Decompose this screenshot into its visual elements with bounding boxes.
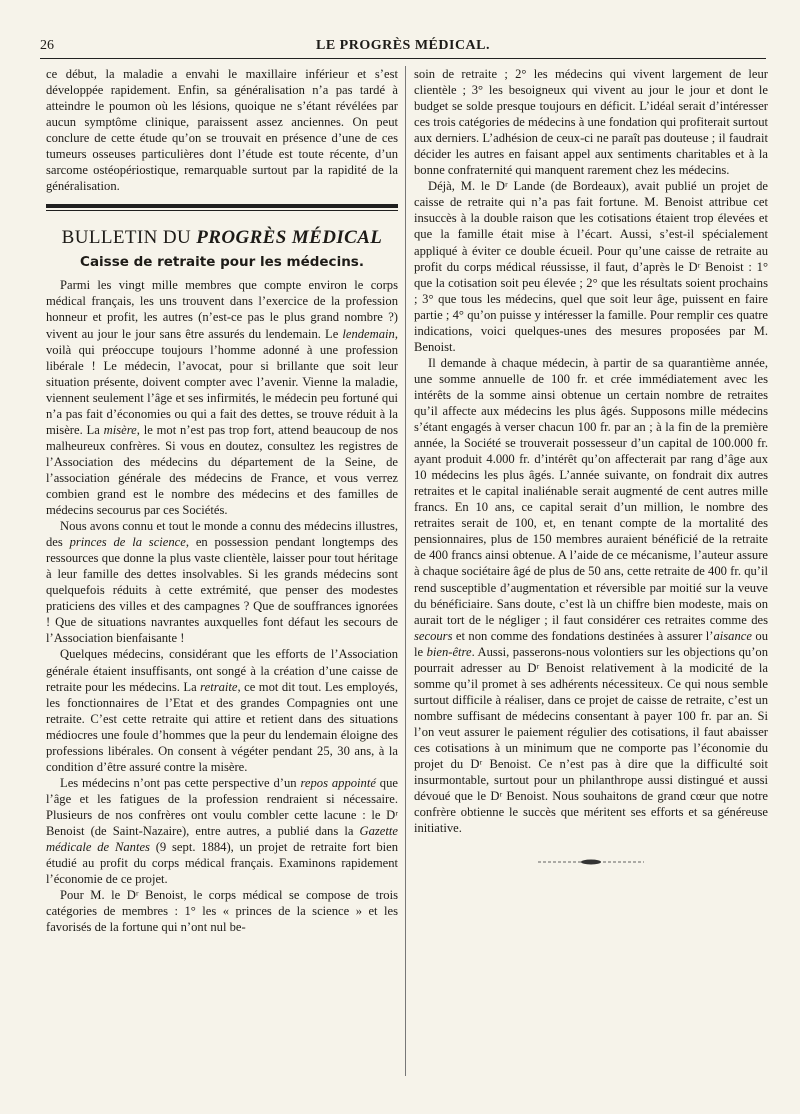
paragraph-continuation: soin de retraite ; 2° les médecins qui vivent largement de leur clientèle ; 3° les besoigneux qui vivent au jour le jour et dont le budget se solde presque toujours en déficit. L’idéal serait d’intéresser ces trois catégories de médecins à une fondation qui profiterait surtout aux derniers. L’adhésion de ceux-ci ne paraît pas douteuse ; il faudrait décider les autres en faisant appel aux sentiments charitables et à la bonne confraternité qui manquent rarement chez les médecins. — [414, 67, 768, 178]
text-run: . Aussi, passerons-nous volontiers sur les objections qu’on pourrait adresser au Dʳ Benoist relativement à la modicité de la somme qu’il promet à ses adhérents nécessiteux. Ce qui nous semble surtout difficile à réaliser, dans ce projet de caisse de retraite, c’est un nombre suffisant de médecins consentant à payer 100 fr. par an. Si l’on veut assurer le paiement régulier des cotisations, il faut abaisser ces cotisations à un minimum que ne comporte pas l’économie du projet du Dʳ Benoist. Ce n’est pas à dire que la difficulté soit insurmontable, surtout pour un philanthrope aussi distingué et aussi dévoué que le Dʳ Benoist. Nous souhaitons de grand cœur que notre confrère obtienne le succès que méritent ses efforts et sa généreuse initiative. — [414, 644, 768, 836]
paragraph-lendemain — [46, 277, 398, 518]
section-thick-rule — [46, 204, 398, 208]
italic-run: misère — [103, 422, 137, 437]
text-run: Il demande à chaque médecin, à partir de sa quarantième année, une somme annuelle de 100 fr. et crée immédiatement avec les intérêts de la somme ainsi obtenue un certain nombre de retraites qu’il affecte aux médecins les plus âgés. Supposons mille médecins s’étant engagés à verser chacun 100 fr. par an ; à la fin de la première année, la Société se trouverait possesseur d’un capital de 100.000 fr. ayant produit 4.000 fr. d’intérêt qu’on affecterait par rang d’âge aux 10 médecins les plus âgés. L’année suivante, on fondrait dix autres retraites et le capital inaliénable serait augmenté de cent autres mille francs. En 10 ans, ce capital serait d’un million, le nombre des retraites serait de 100, et, en tenant compte de la mortalité des pensionnaires, plus de 150 membres auraient bénéficié de la retraite de 400 francs ainsi obtenue. A l’aide de ce mécanisme, l’auteur assure à chaque sociétaire âgé de plus de 50 ans, cette retraite de 400 fr. qu’il rend susceptible d’augmentation et réversible par moitié sur la veuve du bénéficiaire. Sans doute, c’est là un chiffre bien modeste, mais on aurait tort de le négliger ; il faut considérer ces retraites comme des — [414, 355, 768, 627]
text-run: , voilà qui préoccupe toujours l’homme adonné à une profession libérale ! Le médecin, l’avocat, pour si brillante que soit leur situation présente, doivent compter avec l’avenir. Vienne la maladie, viennent seulement l’âge et ses infirmités, le médecin peu fortuné qui n’a pas fait d’économies ou qui a fait des dettes, se trouve réduit à la misère. La — [46, 326, 398, 437]
paragraph-retraite — [46, 646, 398, 774]
italic-run: aisance — [713, 628, 752, 643]
right-column — [414, 66, 768, 869]
column-divider — [405, 66, 406, 1076]
page-header — [40, 38, 766, 58]
italic-run: repos appointé — [300, 775, 376, 790]
paragraph-medecins-illustres — [46, 518, 398, 646]
intro-paragraph: ce début, la maladie a envahi le maxillaire inférieur et s’est développée rapidement. Enfin, sa généralisation n’a pas tardé à atteindre le poumon où les lésions, quoique ne s’étant révélées par aucun symptôme clinique, paraissent assez anciennes. On peut conclure de cette étude qu’on se trouvait en présence d’une de ces tumeurs osseuses particulières dont l’étude est toute récente, d’un sarcome ostéopériostique, remarquable surtout par la rapidité de la généralisation. — [46, 67, 398, 194]
paragraph-categories: Pour M. le Dʳ Benoist, le corps médical se compose de trois catégories de membres : 1° les « princes de la science » et les favorisés de la fortune qui n’ont nul be- — [46, 888, 398, 935]
bulletin-title — [46, 227, 398, 249]
section-thin-rule — [46, 210, 398, 211]
section-subtitle: Caisse de retraite pour les médecins. — [80, 254, 364, 271]
text-run: Parmi les vingt mille membres que compte environ le corps médical français, les uns trouvent dans l’exercice de la profession honneur et profit, les autres (n’est-ce pas le plus grand nombre ?) vivent au jour le jour sans être assurés du lendemain. Le — [46, 278, 398, 341]
bulletin-title-italic: PROGRÈS MÉDICAL — [196, 227, 383, 249]
text-run: Quelques médecins, considérant que les efforts de l’Association générale étaient insuffisants, ont songé à la création d’une caisse de retraite pour les médecins. La — [46, 647, 398, 694]
left-column — [46, 66, 398, 935]
text-run: ou le — [414, 628, 768, 659]
paragraph-lande: Déjà, M. le Dʳ Lande (de Bordeaux), avait publié un projet de caisse de retraite qui n’a pas fait fortune. M. Benoist attribue cet insuccès à la double raison que les cotisations étaient trop élevées et que la famille était mise à l’écart. Aussi, s’est-il spécialement appliqué à éviter ce double écueil. Pour qu’une caisse de retraite au profit du corps médical réussisse, il faut, d’après le Dʳ Benoist : 1° que la cotisation soit peu élevée ; 2° que les résultats soient prochains ; 3° que tous les médecins, quel que soit leur âge, puissent en faire partie ; 4° qu’on puisse y intéresser la famille. Pour remplir ces quatre indications, voici quelques-unes des mesures proposées par M. Benoist. — [414, 179, 768, 354]
text-run: Les médecins n’ont pas cette perspective d’un — [60, 775, 301, 790]
end-ornament — [536, 858, 646, 869]
italic-run: bien-être — [426, 644, 472, 659]
text-run: , ce mot dit tout. Les employés, les fonctionnaires de l’Etat et des grandes Compagnies ont une retraite. C’est cette retraite qui attire et retient dans des situations médiocres une foule d’hommes que la peur du lendemain éloigne des professions libérales. On consent à végéter pendant 25, 30 ans, à la condition d’être assuré contre la misère. — [46, 679, 398, 774]
paragraph-repos-appointe — [46, 775, 398, 887]
italic-run: Gazette médicale de Nantes — [46, 823, 398, 855]
italic-run: princes de la science — [69, 535, 186, 550]
text-run: Nous avons connu et tout le monde a connu des médecins illustres, des — [46, 519, 398, 550]
text-run: (9 sept. 1884), un projet de retraite fort bien étudié au profit du corps médical français. Examinons rapidement l’économie de ce projet. — [46, 840, 398, 887]
bulletin-title-start: BULLETIN DU — [61, 227, 197, 249]
text-run: et non comme des fondations destinées à assurer l’ — [452, 628, 714, 643]
text-run: , le mot n’est pas trop fort, attend beaucoup de nos malheureux confrères. Si vous en doutez, consultez les registres de l’Association des médecins du département de la Seine, de l’association générale des médecins de France, et vous verrez combien grand est le nombre des médecins et des familles de médecins secourus par ces Sociétés. — [46, 422, 399, 518]
text-run: que l’âge et les fatigues de la profession rendraient si nécessaire. Plusieurs de nos confrères ont voulu combler cette lacune : le Dʳ Benoist (de Saint-Nazaire), entre autres, a publié dans la — [46, 775, 398, 838]
italic-run: secours — [414, 628, 453, 643]
running-title: LE PROGRÈS MÉDICAL. — [315, 38, 491, 53]
italic-run: retraite — [200, 679, 238, 694]
text-run: , en possession pendant longtemps des ressources que donne la plus vaste clientèle, laisser pour tout héritage à leur famille des dettes insolvables. Si les grands médecins sont quelquefois réduits à cette extrémité, que penser des modestes praticiens des villes et des campagnes ? Que de souffrances ignorées ! Que de situations navrantes auxquelles font défaut les secours de l’Association bienfaisante ! — [46, 535, 398, 646]
header-rule — [40, 58, 766, 59]
paragraph-mecanisme — [414, 355, 768, 836]
page-number: 26 — [40, 38, 54, 53]
italic-run: lendemain — [342, 326, 395, 341]
ornament-rule-icon — [536, 858, 646, 866]
